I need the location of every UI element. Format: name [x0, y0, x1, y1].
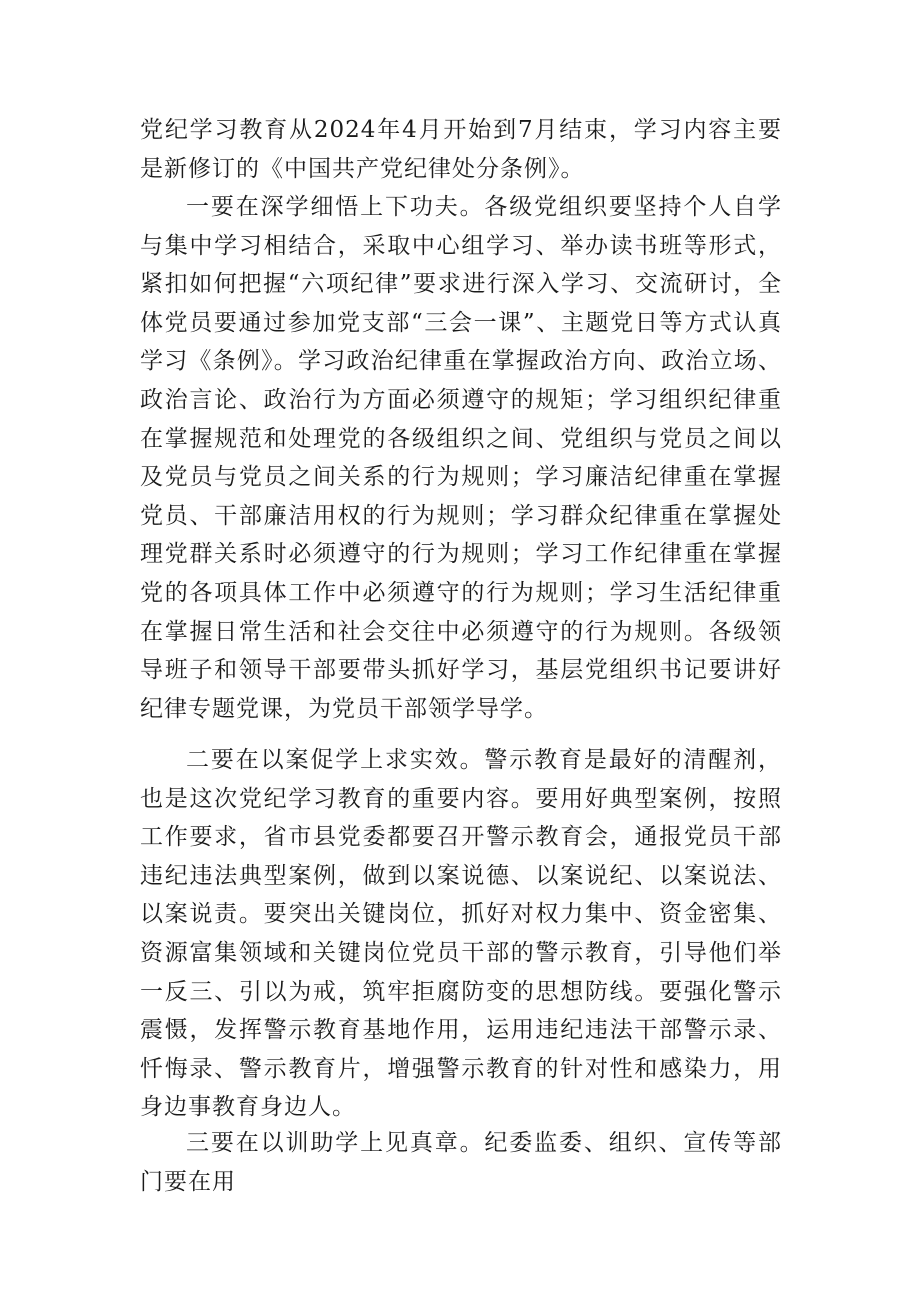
paragraph-case-study — [140, 741, 782, 1127]
paragraph-text: 党纪学习教育从2024年4月开始到7月结束，学习内容主要是新修订的《中国共产党纪律处分条例》。 — [140, 117, 782, 182]
paragraph-text: 一要在深学细悟上下功夫。各级党组织要坚持个人自学与集中学习相结合，采取中心组学习、举办读书班等形式，紧扣如何把握“六项纪律”要求进行深入学习、交流研讨，全体党员要通过参加党支部“三会一课”、主题党日等方式认真学习《条例》。学习政治纪律重在掌握政治方向、政治立场、政治言论、政治行为方面必须遵守的规矩；学习组织纪律重在掌握规范和处理党的各级组织之间、党组织与党员之间以及党员与党员之间关系的行为规则；学习廉洁纪律重在掌握党员、干部廉洁用权的行为规则；学习群众纪律重在掌握处理党群关系时必须遵守的行为规则；学习工作纪律重在掌握党的各项具体工作中必须遵守的行为规则；学习生活纪律重在掌握日常生活和社会交往中必须遵守的行为规则。各级领导班子和领导干部要带头抓好学习，基层党组织书记要讲好纪律专题党课，为党员干部领学导学。 — [140, 194, 782, 722]
paragraph-training — [140, 1124, 782, 1201]
paragraph-deep-study — [140, 188, 782, 728]
paragraph-text: 三要在以训助学上见真章。纪委监委、组织、宣传等部门要在用 — [140, 1130, 782, 1195]
paragraph-intro — [140, 111, 782, 188]
paragraph-text: 二要在以案促学上求实效。警示教育是最好的清醒剂，也是这次党纪学习教育的重要内容。要用好典型案例，按照工作要求，省市县党委都要召开警示教育会，通报党员干部违纪违法典型案例，做到以案说德、以案说纪、以案说法、以案说责。要突出关键岗位，抓好对权力集中、资金密集、资源富集领域和关键岗位党员干部的警示教育，引导他们举一反三、引以为戒，筑牢拒腐防变的思想防线。要强化警示震慑，发挥警示教育基地作用，运用违纪违法干部警示录、忏悔录、警示教育片，增强警示教育的针对性和感染力，用身边事教育身边人。 — [140, 747, 782, 1121]
